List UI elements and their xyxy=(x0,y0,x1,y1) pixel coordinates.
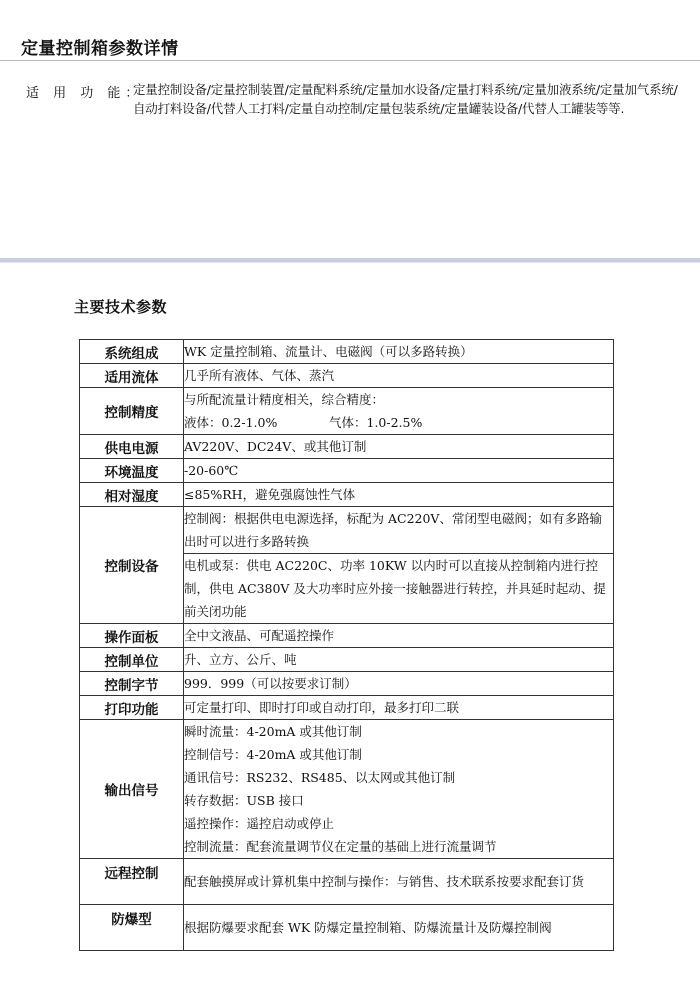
value-line: 可定量打印、即时打印或自动打印，最多打印二联 xyxy=(184,700,460,715)
row-label: 操作面板 xyxy=(80,624,184,648)
function-label: 适 用 功 能： xyxy=(26,86,144,101)
value-line: 几乎所有液体、气体、蒸汽 xyxy=(184,368,335,383)
row-label: 适用流体 xyxy=(80,364,184,388)
row-label: 控制精度 xyxy=(80,388,184,435)
value-line: -20-60℃ xyxy=(184,463,239,478)
table-row xyxy=(80,672,614,696)
value-line: 全中文液晶、可配遥控操作 xyxy=(184,628,335,643)
precision-gas: 气体：1.0-2.5% xyxy=(329,415,423,430)
value-line: 升、立方、公斤、吨 xyxy=(184,652,297,667)
value-line: 与所配流量计精度相关，综合精度： xyxy=(184,392,385,407)
table-row xyxy=(80,435,614,459)
output-line: 通讯信号：RS232、RS485、以太网或其他订制 xyxy=(184,770,456,785)
value-line: 999．999（可以按要求订制） xyxy=(184,676,357,691)
row-value xyxy=(184,459,614,483)
table-row xyxy=(80,859,614,905)
output-line: 控制信号：4-20mA 或其他订制 xyxy=(184,747,362,762)
output-line: 瞬时流量：4-20mA 或其他订制 xyxy=(184,724,362,739)
row-label: 系统组成 xyxy=(80,340,184,364)
row-value xyxy=(184,483,614,507)
row-label: 控制单位 xyxy=(80,648,184,672)
row-value: 电机或泵：供电 AC220C、功率 10KW 以内时可以直接从控制箱内进行控制，供电 AC380V 及大功率时应外接一接触器进行转控，并具延时起动、提前关闭功能 xyxy=(184,554,614,624)
table-row xyxy=(80,364,614,388)
table-row xyxy=(80,388,614,435)
table-row xyxy=(80,340,614,364)
output-line: 控制流量：配套流量调节仪在定量的基础上进行流量调节 xyxy=(184,839,497,854)
table-row xyxy=(80,696,614,720)
title-divider xyxy=(0,60,700,61)
output-line: 转存数据：USB 接口 xyxy=(184,793,304,808)
row-label: 防爆型 xyxy=(80,905,184,951)
row-value xyxy=(184,435,614,459)
table-row xyxy=(80,624,614,648)
row-label: 控制设备 xyxy=(80,507,184,624)
table-row xyxy=(80,648,614,672)
table-row xyxy=(80,720,614,859)
value-line: ≤85%RH，避免强腐蚀性气体 xyxy=(184,487,356,502)
row-value xyxy=(184,696,614,720)
row-value xyxy=(184,648,614,672)
row-label: 环境温度 xyxy=(80,459,184,483)
row-value xyxy=(184,624,614,648)
table-row xyxy=(80,483,614,507)
spec-table xyxy=(79,339,614,951)
row-value xyxy=(184,720,614,859)
row-label: 打印功能 xyxy=(80,696,184,720)
table-row xyxy=(80,507,614,554)
row-label: 供电电源 xyxy=(80,435,184,459)
value-line: AV220V、DC24V、或其他订制 xyxy=(184,439,367,454)
row-value: 控制阀：根据供电电源选择，标配为 AC220V、常闭型电磁阀；如有多路输出时可以进行多路转换 xyxy=(184,507,614,554)
precision-liquid: 液体：0.2-1.0% xyxy=(184,415,278,430)
row-label: 输出信号 xyxy=(80,720,184,859)
row-value xyxy=(184,364,614,388)
row-label: 相对湿度 xyxy=(80,483,184,507)
page-title: 定量控制箱参数详情 xyxy=(21,39,179,59)
table-row xyxy=(80,905,614,951)
row-value: 根据防爆要求配套 WK 防爆定量控制箱、防爆流量计及防爆控制阀 xyxy=(184,905,614,951)
output-line: 遥控操作：遥控启动或停止 xyxy=(184,816,335,831)
row-label: 控制字节 xyxy=(80,672,184,696)
row-label: 远程控制 xyxy=(80,859,184,905)
section-title: 主要技术参数 xyxy=(74,298,168,316)
row-value xyxy=(184,672,614,696)
row-value xyxy=(184,388,614,435)
section-band-line xyxy=(0,262,700,263)
row-value xyxy=(184,340,614,364)
row-value: 配套触摸屏或计算机集中控制与操作：与销售、技术联系按要求配套订货 xyxy=(184,859,614,905)
value-line: WK 定量控制箱、流量计、电磁阀（可以多路转换） xyxy=(184,344,473,359)
table-row xyxy=(80,459,614,483)
function-text: 定量控制设备/定量控制装置/定量配料系统/定量加水设备/定量打料系统/定量加液系统/定量加气系统/自动打料设备/代替人工打料/定量自动控制/定量包装系统/定量罐装设备/代替人工罐装等等. xyxy=(133,82,678,116)
value-line xyxy=(184,411,613,434)
